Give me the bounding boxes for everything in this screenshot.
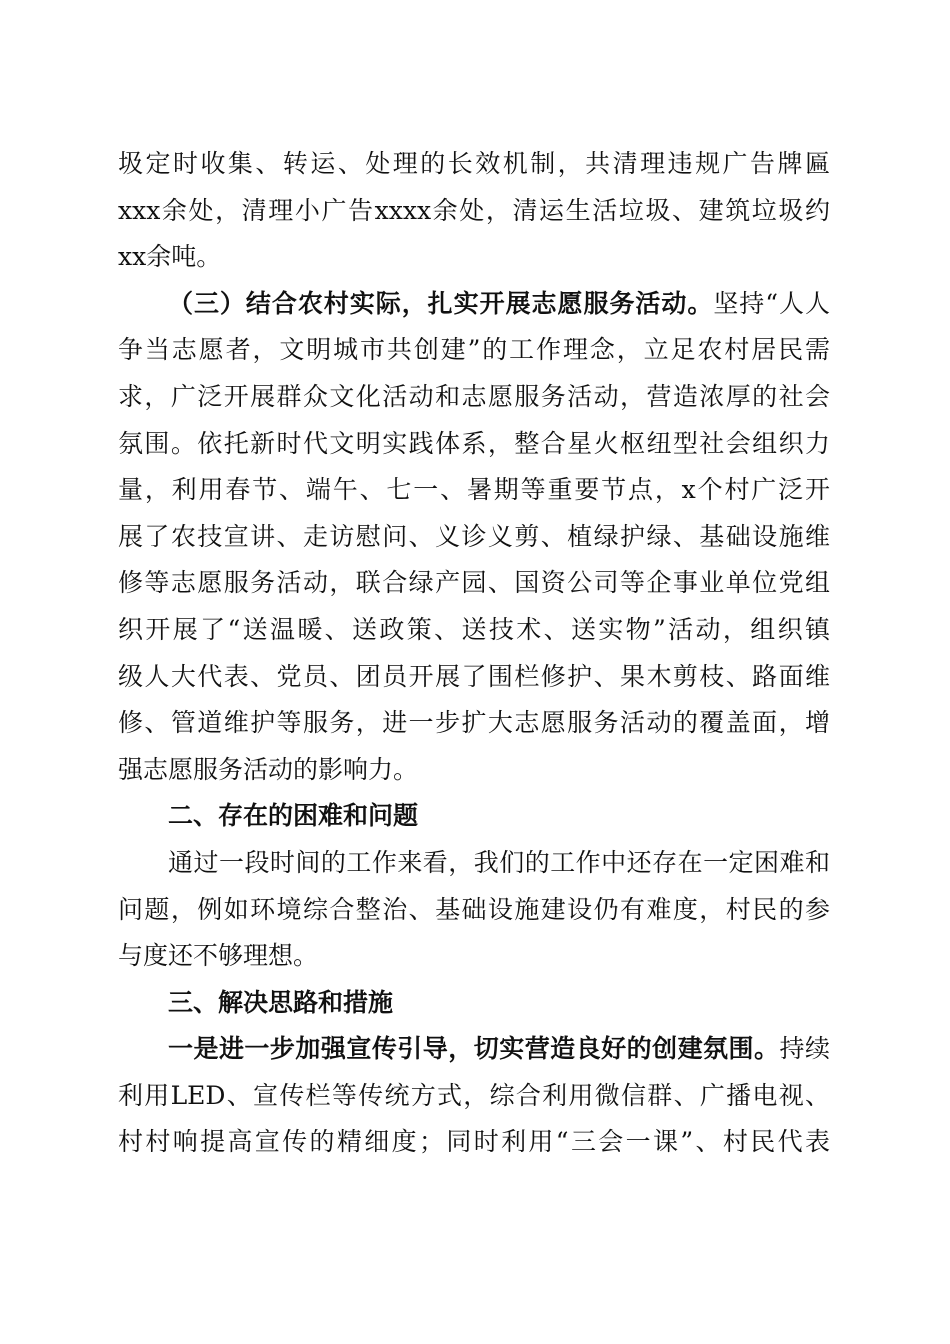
paragraph-line: 问题，例如环境综合整治、基础设施建设仍有难度，村民的参	[118, 894, 830, 924]
subsection-heading: 一是进一步加强宣传引导，切实营造良好的创建氛围。	[168, 1034, 780, 1064]
paragraph-line: 修等志愿服务活动，联合绿产园、国资公司等企事业单位党组	[118, 568, 830, 598]
section-heading-solutions: 三、解决思路和措施	[168, 987, 394, 1017]
paragraph-line: 修、管道维护等服务，进一步扩大志愿服务活动的覆盖面，增	[118, 708, 830, 738]
paragraph-line: 求，广泛开展群众文化活动和志愿服务活动，营造浓厚的社会	[118, 381, 830, 411]
body-text	[118, 141, 830, 1166]
subsection-heading-line	[118, 281, 830, 328]
paragraph-line: 量，利用春节、端午、七一、暑期等重要节点，x个村广泛开	[118, 475, 830, 505]
paragraph-text: 持续	[779, 1034, 830, 1064]
paragraph-line: 织开展了“送温暖、送政策、送技术、送实物”活动，组织镇	[118, 614, 830, 644]
paragraph-line: 展了农技宣讲、走访慰问、义诊义剪、植绿护绿、基础设施维	[118, 521, 830, 551]
paragraph-line: 与度还不够理想。	[118, 941, 319, 971]
paragraph-line: 圾定时收集、转运、处理的长效机制，共清理违规广告牌匾	[118, 149, 830, 178]
paragraph-line: 争当志愿者，文明城市共创建”的工作理念，立足农村居民需	[118, 335, 830, 365]
paragraph-line: 利用LED、宣传栏等传统方式，综合利用微信群、广播电视、	[118, 1080, 830, 1110]
paragraph-line: 氛围。依托新时代文明实践体系，整合星火枢纽型社会组织力	[118, 428, 830, 458]
paragraph-line: 村村响提高宣传的精细度；同时利用“三会一课”、村民代表	[118, 1127, 830, 1157]
paragraph-text: 坚持“人人	[713, 288, 830, 318]
subsection-heading: （三）结合农村实际，扎实开展志愿服务活动。	[168, 288, 714, 318]
paragraph-line: 通过一段时间的工作来看，我们的工作中还存在一定困难和	[168, 847, 830, 877]
paragraph-line: 强志愿服务活动的影响力。	[118, 754, 419, 784]
subsection-heading-line	[118, 1026, 830, 1073]
section-heading-difficulties: 二、存在的困难和问题	[168, 801, 419, 831]
paragraph-line: xxx余处，清理小广告xxxx余处，清运生活垃圾、建筑垃圾约	[118, 195, 830, 225]
paragraph-line: 级人大代表、党员、团员开展了围栏修护、果木剪枝、路面维	[118, 661, 830, 691]
paragraph-line: xx余吨。	[118, 242, 222, 272]
